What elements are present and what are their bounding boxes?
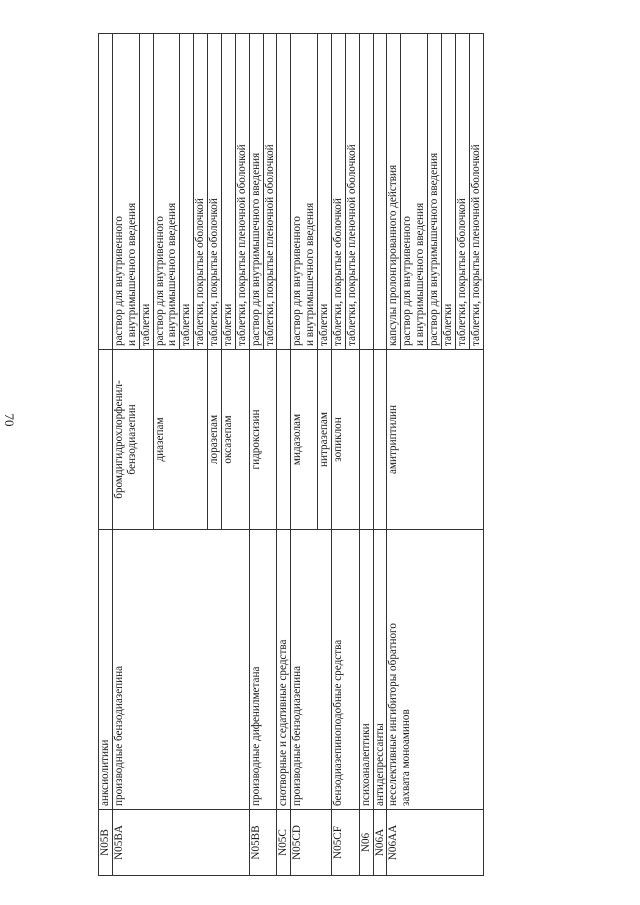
group-name-cell-text: анксиолитики [99,739,111,806]
table-row [99,34,113,876]
dosage-form-cell-text: раствор для внутримышечного введения [428,152,440,346]
group-name-cell [387,530,483,810]
group-name-cell-text: производные бензодиазепина [291,665,304,806]
dosage-form-cell [469,34,483,350]
dosage-form-cell [263,34,277,350]
dosage-form-cell-text: таблетки, покрытые пленочной оболочкой [263,144,276,346]
inn-cell [208,350,222,530]
table-row [291,34,318,876]
group-name-cell [331,530,359,810]
table-row [249,34,263,876]
dosage-form-cell-text: таблетки, покрытые оболочкой [331,198,344,346]
atc-code-cell-text: N05B [99,829,111,856]
atc-code-cell-text: N06AA [387,824,400,861]
atc-code-cell-text: N05CF [331,826,344,859]
dosage-form-cell [139,34,153,350]
dosage-form-cell [249,34,263,350]
dosage-form-cell [208,34,222,350]
dosage-form-cell [455,34,469,350]
dosage-form-cell-text: раствор для внутривенного и внутримышечного введения [401,202,427,346]
dosage-form-cell-text: раствор для внутривенного и внутримышечного введения [291,202,317,346]
dosage-form-cell [428,34,442,350]
inn-cell-text: зопиклон [331,417,344,462]
dosage-form-cell [235,34,249,350]
table-row [373,34,387,876]
dosage-form-cell [194,34,208,350]
atc-code-cell-text: N05C [277,829,290,856]
table-row [359,34,373,876]
dosage-form-cell [99,34,113,350]
group-name-cell-text: антидепрессанты [373,723,386,806]
dosage-form-cell [441,34,455,350]
inn-cell-text: оксазепам [221,415,234,464]
dosage-form-cell-text: таблетки [221,303,234,346]
group-name-cell-text: снотворные и седативные средства [277,639,290,806]
dosage-form-cell-text: таблетки, покрытые оболочкой [194,198,207,346]
dosage-form-cell-text: раствор для внутривенного и внутримышечного введения [153,202,179,346]
inn-cell-text: бромдигидрохлорфенил- бензодиазепин [112,380,138,499]
dosage-form-cell [359,34,373,350]
atc-code-cell [331,810,359,876]
atc-code-cell [249,810,277,876]
atc-code-cell [359,810,373,876]
table-row [387,34,401,876]
dosage-form-cell-text: таблетки [318,303,330,346]
group-name-cell [99,530,113,810]
dosage-form-cell [387,34,401,350]
dosage-form-cell-text: таблетки, покрытые пленочной оболочкой [345,144,358,346]
atc-code-cell [112,810,249,876]
dosage-form-cell [331,34,345,350]
dosage-form-cell-text: таблетки [180,303,193,346]
atc-code-cell-text: N06 [359,832,372,853]
atc-code-cell-text: N05CD [291,825,304,860]
dosage-form-cell-text: таблетки, покрытые пленочной оболочкой [235,144,248,346]
group-name-cell-text: производные дифенилметана [249,666,262,806]
inn-cell-text: амитриптилин [387,404,400,475]
group-name-cell-text: производные бензодиазепина [112,665,125,806]
atc-code-cell-text: N05BA [112,825,125,860]
group-name-cell [112,530,249,810]
drug-classification-table [98,33,484,876]
atc-code-cell [277,810,291,876]
group-name-cell [373,530,387,810]
dosage-form-cell [277,34,291,350]
dosage-form-cell-text: таблетки, покрытые пленочной оболочкой [469,144,482,346]
dosage-form-cell [318,34,332,350]
atc-code-cell [373,810,387,876]
page-number: 70 [2,413,17,427]
inn-cell-text: лоразепам [208,414,220,465]
dosage-form-cell-text: таблетки [441,303,454,346]
inn-cell [249,350,277,530]
drug-classification-table-container [98,34,608,876]
dosage-form-cell-text: капсулы пролонгированного действия [387,164,400,346]
inn-cell-text: диазепам [153,417,166,462]
dosage-form-cell-text: раствор для внутривенного и внутримышечного введения [112,202,138,346]
atc-code-cell [387,810,483,876]
dosage-form-cell [401,34,428,350]
inn-cell-text: гидроксизин [249,409,262,470]
inn-cell [112,350,153,530]
dosage-form-cell [345,34,359,350]
group-name-cell-text: психоаналептики [359,723,372,806]
group-name-cell [249,530,277,810]
inn-cell [373,350,387,530]
atc-code-cell [99,810,113,876]
atc-code-cell-text: N06A [373,828,386,857]
dosage-form-cell-text: таблетки [139,303,152,346]
dosage-form-cell [180,34,194,350]
atc-code-cell [291,810,332,876]
dosage-form-cell [153,34,180,350]
group-name-cell-text: бензодиазепиноподобные средства [331,639,344,806]
inn-cell [99,350,113,530]
inn-cell [331,350,359,530]
dosage-form-cell-text: таблетки, покрытые оболочкой [455,198,468,346]
group-name-cell [277,530,291,810]
table-row [277,34,291,876]
inn-cell [291,350,318,530]
table-row [331,34,345,876]
dosage-form-cell [221,34,235,350]
inn-cell [318,350,332,530]
dosage-form-cell-text: раствор для внутримышечного введения [249,152,262,346]
table-row [112,34,139,876]
inn-cell-text: нитразепам [318,412,330,467]
inn-cell-text: мидазолам [291,413,304,466]
group-name-cell-text: неселективные ингибиторы обратного захвата моноаминов [387,623,413,806]
inn-cell [277,350,291,530]
group-name-cell [291,530,332,810]
dosage-form-cell [291,34,318,350]
inn-cell [359,350,373,530]
dosage-form-cell [373,34,387,350]
dosage-form-cell-text: таблетки, покрытые оболочкой [208,198,220,346]
atc-code-cell-text: N05BB [249,825,262,860]
inn-cell [153,350,208,530]
inn-cell [221,350,249,530]
group-name-cell [359,530,373,810]
inn-cell [387,350,483,530]
dosage-form-cell [112,34,139,350]
